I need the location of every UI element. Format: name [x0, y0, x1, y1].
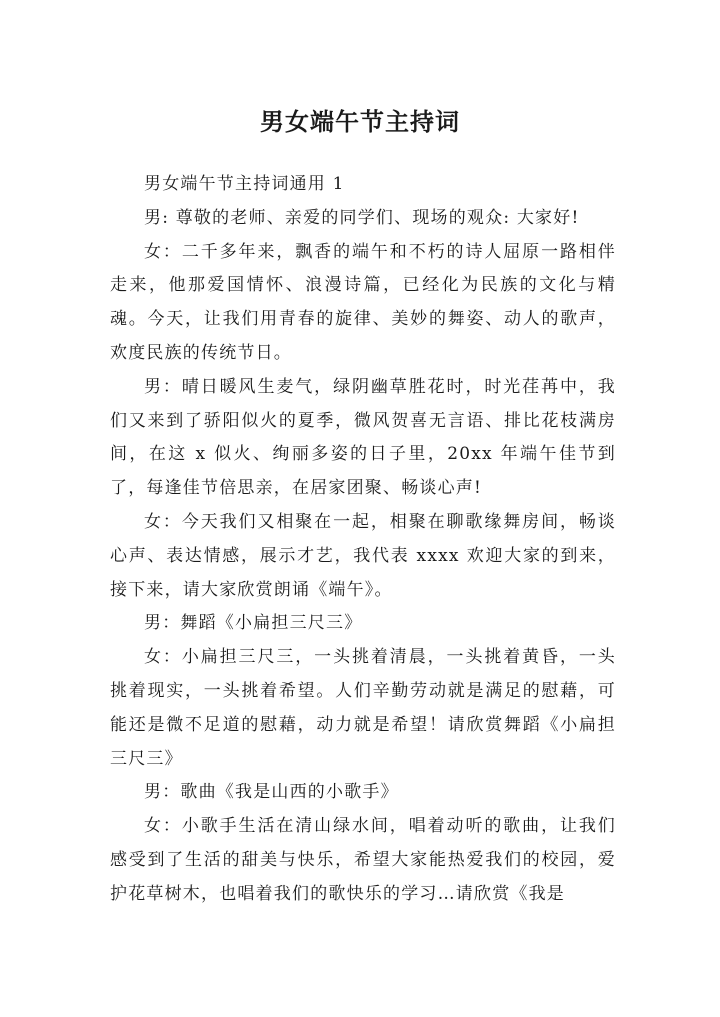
paragraph-heading: 男女端午节主持词通用 1	[144, 174, 345, 194]
paragraph-female-welcome: 女：今天我们又相聚在一起，相聚在聊歌缘舞房间，畅谈心声、表达情感，展示才艺，我代表 xxxx 欢迎大家的到来，接下来，请大家欣赏朗诵《端午》。	[110, 511, 616, 600]
paragraph-male-summer: 男：晴日暖风生麦气，绿阴幽草胜花时，时光荏苒中，我们又来到了骄阳似火的夏季，微风贺喜无言语、排比花枝满房间，在这 x 似火、绚丽多姿的日子里，20xx 年端午佳节到了，每逢佳节倍思亲，在居家团聚、畅谈心声!	[110, 376, 616, 499]
paragraph-female-dance-intro: 女：小扁担三尺三，一头挑着清晨，一头挑着黄昏，一头挑着现实，一头挑着希望。人们辛勤劳动就是满足的慰藉，可能还是微不足道的慰藉，动力就是希望！请欣赏舞蹈《小扁担三尺三》	[110, 647, 616, 769]
paragraph-female-intro: 女：二千多年来，飘香的端午和不朽的诗人屈原一路相伴走来，他那爱国情怀、浪漫诗篇，已经化为民族的文化与精魂。今天，让我们用青春的旋律、美妙的舞姿、动人的歌声，欢度民族的传统节日。	[110, 241, 616, 363]
paragraph-male-greeting: 男: 尊敬的老师、亲爱的同学们、现场的观众: 大家好!	[144, 207, 580, 228]
document-title: 男女端午节主持词	[260, 108, 460, 137]
paragraph-male-dance: 男：舞蹈《小扁担三尺三》	[144, 613, 363, 634]
paragraph-male-song: 男：歌曲《我是山西的小歌手》	[144, 782, 399, 803]
document-body	[110, 168, 616, 912]
paragraph-female-song-intro: 女：小歌手生活在清山绿水间，唱着动听的歌曲，让我们感受到了生活的甜美与快乐，希望大家能热爱我们的校园，爱护花草树木，也唱着我们的歌快乐的学习…请欣赏《我是	[110, 816, 616, 904]
